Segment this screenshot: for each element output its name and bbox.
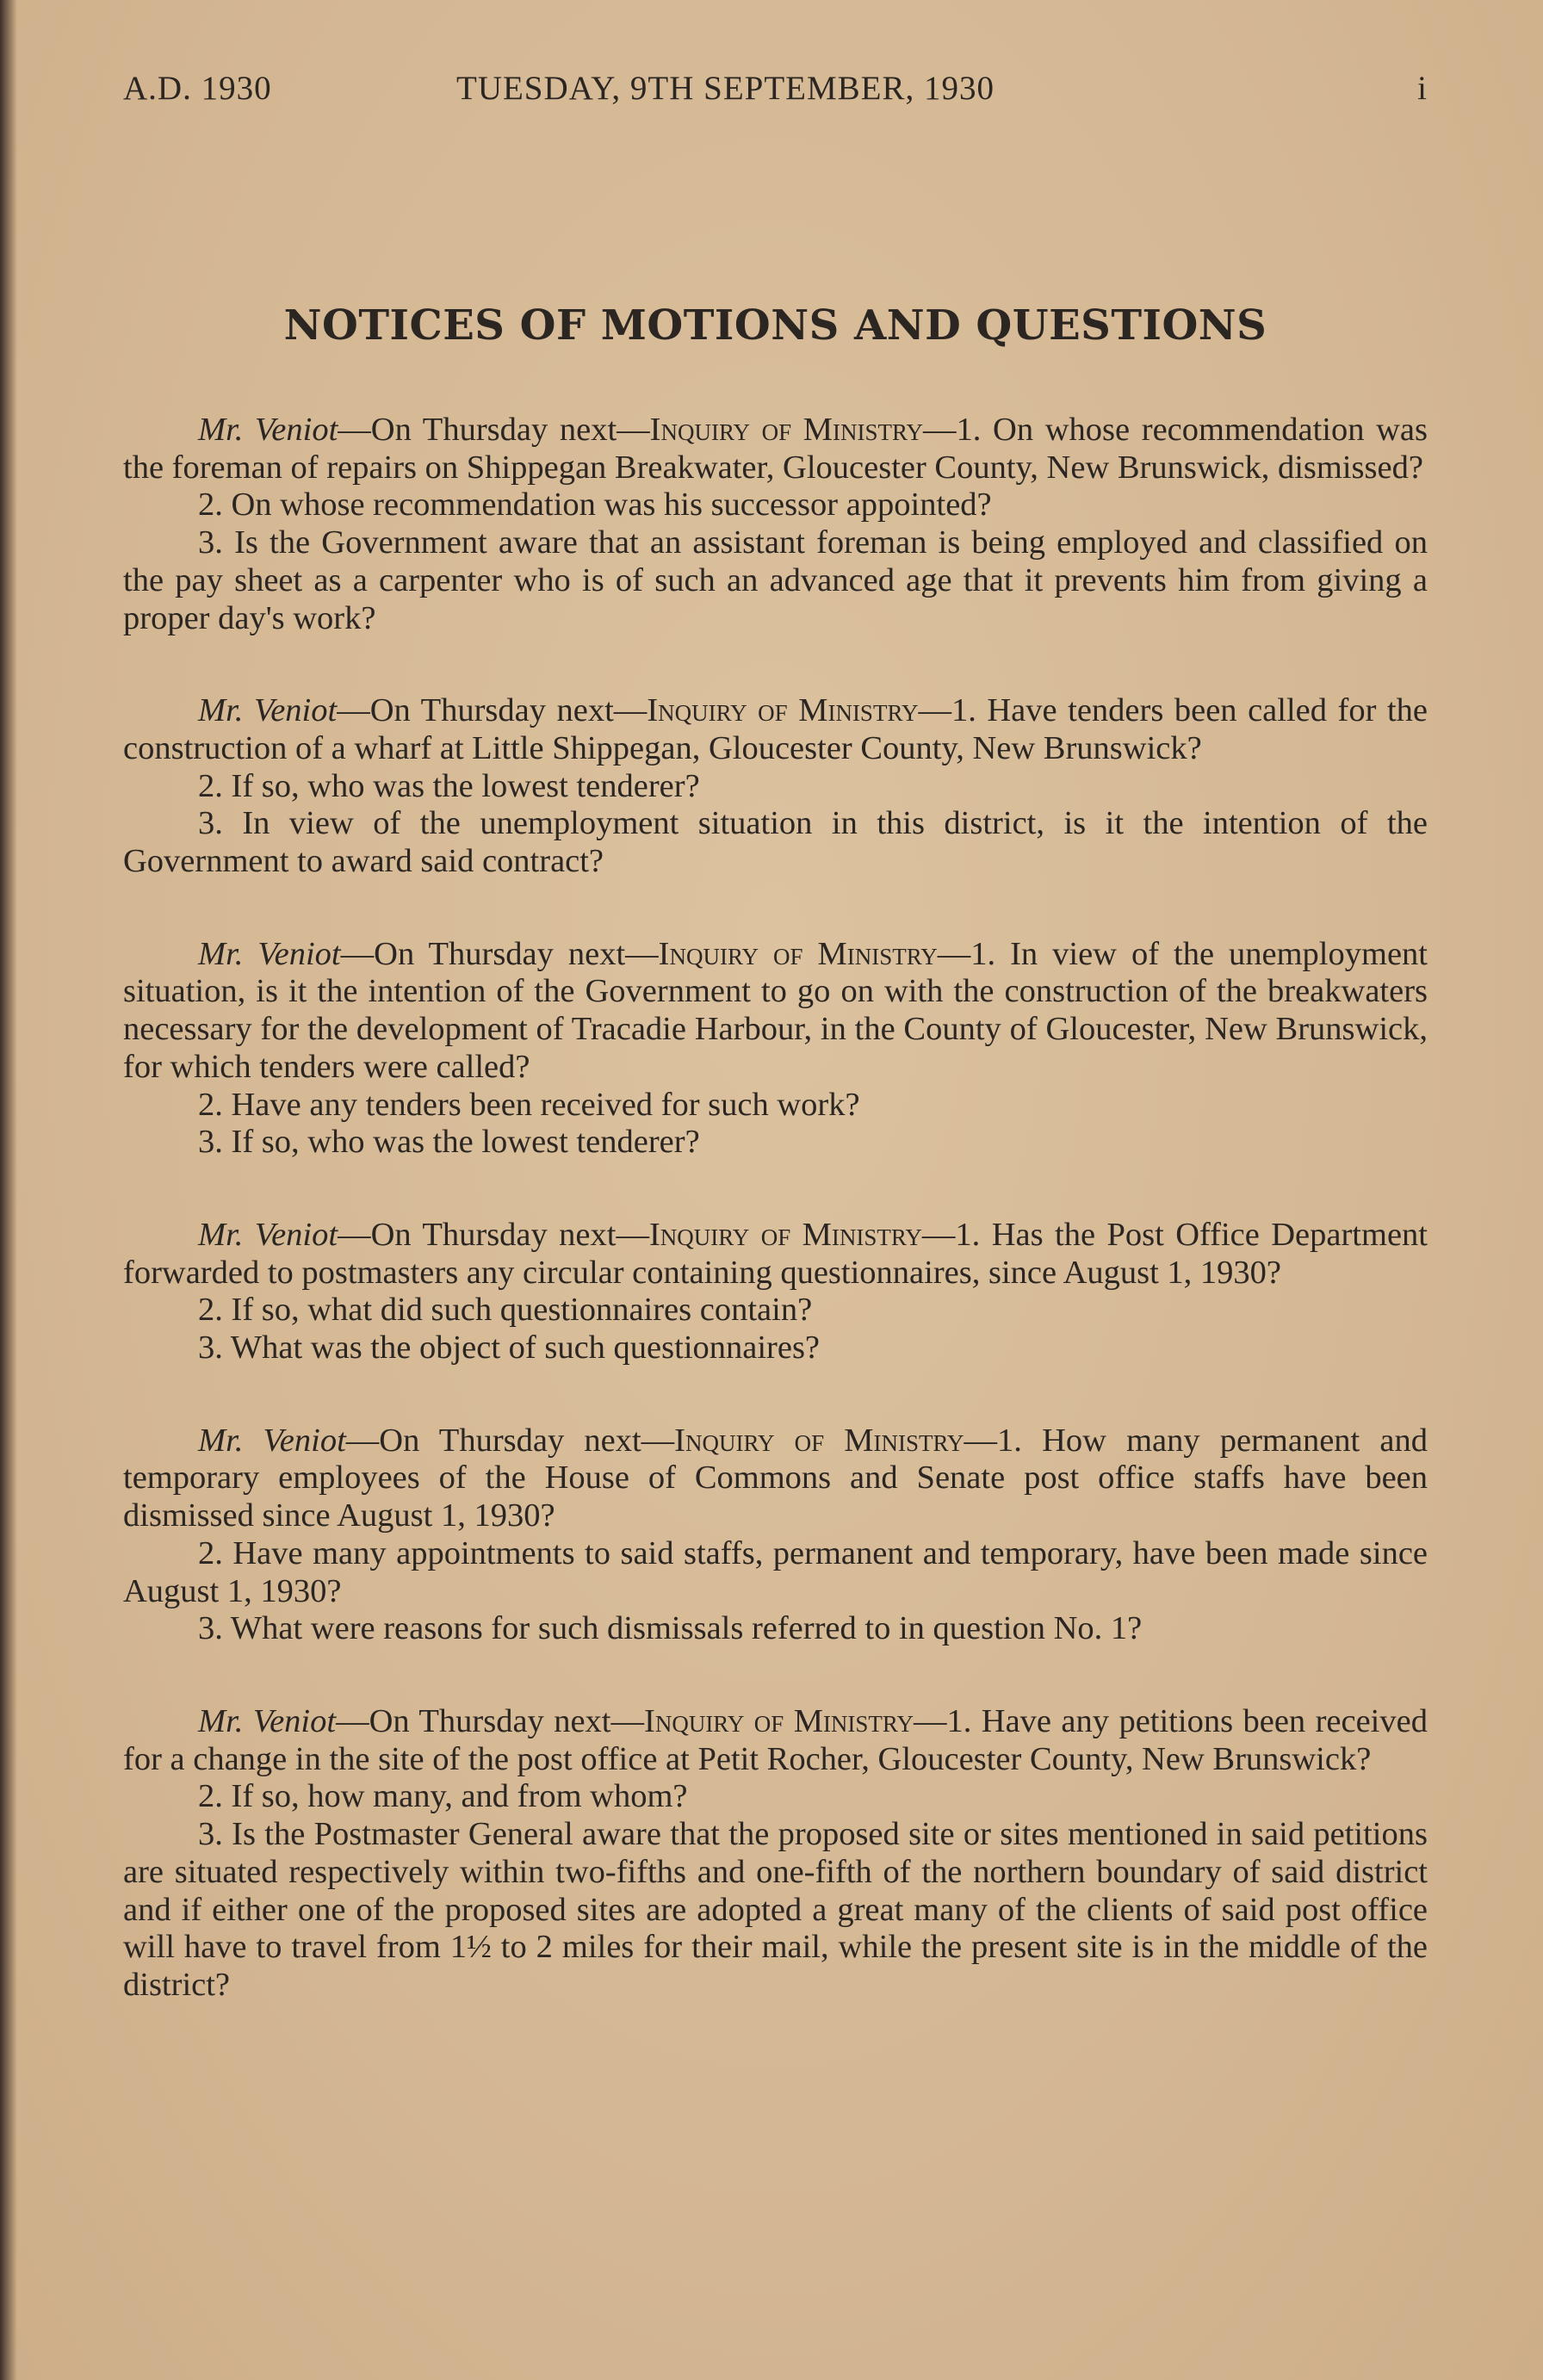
question-3: 3. What was the object of such questionnaires? [198,1329,821,1367]
ministry-label: Inquiry of Ministry [648,1216,922,1253]
motion-item [123,1703,1428,2005]
header-page-number: i [1417,70,1428,107]
question-2: 2. If so, who was the lowest tenderer? [198,767,700,804]
question-1-text: —1. Has the Post Office Department forwarded to postmasters any circular containing questionnaires, since August 1, 1930? [123,1216,1428,1291]
header-year: A.D. 1930 [123,70,272,107]
question-1 [123,412,1428,487]
question-1 [123,692,1428,767]
member-name: Mr. Veniot [198,1702,337,1739]
motion-item [123,412,1428,637]
motion-lead: —On Thursday next— [338,1216,649,1253]
motion-item [123,936,1428,1162]
ministry-label: Inquiry of Ministry [644,1702,914,1739]
question-1 [123,1703,1428,1778]
member-name: Mr. Veniot [198,412,338,448]
motion-lead: —On Thursday next— [345,1422,675,1459]
motion-lead: —On Thursday next— [336,1702,644,1739]
question-2: 2. On whose recommendation was his successor appointed? [198,487,992,524]
member-name: Mr. Veniot [198,1422,346,1459]
member-name: Mr. Veniot [198,1216,338,1253]
question-2: 2. If so, how many, and from whom? [198,1778,688,1815]
question-1 [123,936,1428,1087]
ministry-label: Inquiry of Ministry [649,412,924,448]
binding-edge [0,0,17,2380]
ministry-label: Inquiry of Ministry [658,935,938,972]
header-date: TUESDAY, 9TH SEPTEMBER, 1930 [456,70,995,107]
question-1-text: —1. How many permanent and temporary employees of the House of Commons and Senate post office staffs have been dismissed since August 1, 1930? [123,1422,1428,1534]
question-3: 3. Is the Postmaster General aware that the proposed site or sites mentioned in said petitions are situated respectively within two-fifths and one-fifth of the northern boundary of said district and if either one of the proposed sites are adopted a great many of the clients of said post office will have to travel from 1½ to 2 miles for their mail, while the present site is in the middle of the district? [123,1816,1428,2003]
page-header [123,69,1428,121]
question-2: 2. Have any tenders been received for such work? [198,1086,860,1123]
motion-lead: —On Thursday next— [337,692,648,729]
question-3: 3. If so, who was the lowest tenderer? [198,1124,700,1161]
member-name: Mr. Veniot [198,935,341,972]
question-3: 3. In view of the unemployment situation in this district, is it the intention of the Government to award said contract? [123,805,1428,880]
motion-item [123,1217,1428,1367]
motion-item [123,692,1428,881]
page-title: NOTICES OF MOTIONS AND QUESTIONS [283,301,1267,350]
question-1-text: —1. In view of the unemployment situation, is it the intention of the Government to go on with the construction of the breakwaters necessary for the development of Tracadie Harbour, in the County of Gloucester, New Brunswick, for which tenders were called? [123,935,1428,1085]
question-1-text: —1. Have tenders been called for the construction of a wharf at Little Shippegan, Gloucester County, New Brunswick? [123,692,1428,766]
question-3: 3. What were reasons for such dismissals referred to in question No. 1? [198,1610,1143,1647]
question-3: 3. Is the Government aware that an assistant foreman is being employed and classified on the pay sheet as a carpenter who is of such an advanced age that it prevents him from giving a proper day's work? [123,524,1428,636]
motion-item [123,1422,1428,1648]
member-name: Mr. Veniot [198,692,338,729]
motion-lead: —On Thursday next— [338,412,650,448]
question-1 [123,1422,1428,1535]
question-2: 2. If so, what did such questionnaires contain? [198,1292,813,1329]
motion-lead: —On Thursday next— [340,935,659,972]
question-1-text: —1. Have any petitions been received for a change in the site of the post office at Petit Rocher, Gloucester County, New Brunswick? [123,1702,1428,1777]
question-1 [123,1217,1428,1292]
question-2: 2. Have many appointments to said staffs, permanent and temporary, have been made since August 1, 1930? [123,1534,1428,1609]
question-1-text: —1. On whose recommendation was the foreman of repairs on Shippegan Breakwater, Gloucester County, New Brunswick, dismissed? [123,412,1428,486]
ministry-label: Inquiry of Ministry [674,1422,964,1459]
ministry-label: Inquiry of Ministry [647,692,919,729]
motions-list [123,412,1428,2060]
